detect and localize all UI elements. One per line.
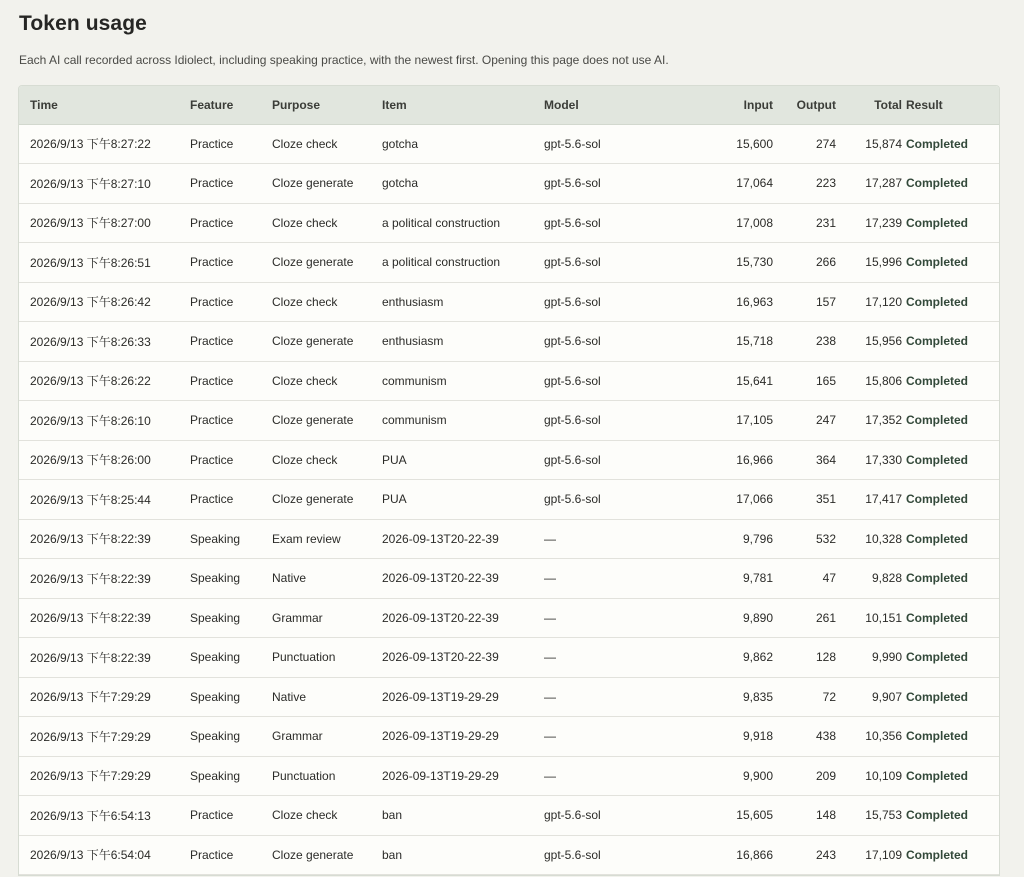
cell-item: 2026-09-13T20-22-39 (382, 519, 544, 559)
column-header-result: Result (902, 86, 999, 124)
cell-item: enthusiasm (382, 322, 544, 362)
cell-total-tokens: 9,828 (836, 559, 902, 599)
cell-input-tokens: 9,796 (664, 519, 773, 559)
cell-total-tokens: 17,120 (836, 282, 902, 322)
cell-feature: Practice (190, 282, 272, 322)
table-body (19, 124, 999, 875)
page-title: Token usage (19, 12, 147, 35)
cell-input-tokens: 9,900 (664, 756, 773, 796)
cell-model: gpt-5.6-sol (544, 835, 664, 875)
cell-total-tokens: 15,753 (836, 796, 902, 836)
cell-total-tokens: 9,990 (836, 638, 902, 678)
cell-result-status: Completed (902, 401, 999, 441)
cell-total-tokens: 17,239 (836, 203, 902, 243)
cell-purpose: Grammar (272, 598, 382, 638)
cell-item: ban (382, 796, 544, 836)
cell-purpose: Cloze check (272, 282, 382, 322)
cell-model: gpt-5.6-sol (544, 164, 664, 204)
cell-input-tokens: 15,641 (664, 361, 773, 401)
cell-result-status: Completed (902, 796, 999, 836)
column-header-feature: Feature (190, 86, 272, 124)
cell-input-tokens: 17,066 (664, 480, 773, 520)
cell-total-tokens: 17,417 (836, 480, 902, 520)
cell-time: 2026/9/13 下午7:29:29 (19, 677, 190, 717)
cell-output-tokens: 165 (773, 361, 836, 401)
cell-model: gpt-5.6-sol (544, 401, 664, 441)
cell-time: 2026/9/13 下午8:27:00 (19, 203, 190, 243)
cell-input-tokens: 9,835 (664, 677, 773, 717)
cell-total-tokens: 15,806 (836, 361, 902, 401)
table-row (19, 835, 999, 875)
cell-output-tokens: 266 (773, 243, 836, 283)
cell-output-tokens: 128 (773, 638, 836, 678)
column-header-input: Input (664, 86, 773, 124)
cell-purpose: Cloze generate (272, 480, 382, 520)
cell-input-tokens: 15,600 (664, 124, 773, 164)
table-row (19, 440, 999, 480)
cell-time: 2026/9/13 下午8:26:22 (19, 361, 190, 401)
cell-item: a political construction (382, 203, 544, 243)
cell-item: enthusiasm (382, 282, 544, 322)
cell-input-tokens: 17,008 (664, 203, 773, 243)
cell-total-tokens: 17,109 (836, 835, 902, 875)
cell-input-tokens: 17,105 (664, 401, 773, 441)
cell-total-tokens: 10,356 (836, 717, 902, 757)
cell-model: — (544, 598, 664, 638)
cell-item: 2026-09-13T19-29-29 (382, 717, 544, 757)
cell-input-tokens: 9,890 (664, 598, 773, 638)
cell-output-tokens: 157 (773, 282, 836, 322)
cell-purpose: Cloze check (272, 796, 382, 836)
cell-purpose: Punctuation (272, 638, 382, 678)
cell-input-tokens: 15,605 (664, 796, 773, 836)
cell-input-tokens: 9,781 (664, 559, 773, 599)
cell-model: gpt-5.6-sol (544, 124, 664, 164)
cell-model: gpt-5.6-sol (544, 796, 664, 836)
cell-feature: Practice (190, 440, 272, 480)
cell-time: 2026/9/13 下午8:26:00 (19, 440, 190, 480)
cell-purpose: Native (272, 677, 382, 717)
table-row (19, 598, 999, 638)
cell-input-tokens: 16,866 (664, 835, 773, 875)
cell-purpose: Cloze generate (272, 322, 382, 362)
cell-purpose: Cloze generate (272, 243, 382, 283)
cell-result-status: Completed (902, 440, 999, 480)
table-row (19, 124, 999, 164)
cell-time: 2026/9/13 下午8:26:51 (19, 243, 190, 283)
cell-item: a political construction (382, 243, 544, 283)
cell-total-tokens: 17,330 (836, 440, 902, 480)
cell-result-status: Completed (902, 717, 999, 757)
cell-model: — (544, 717, 664, 757)
column-header-output: Output (773, 86, 836, 124)
cell-total-tokens: 9,907 (836, 677, 902, 717)
cell-purpose: Cloze generate (272, 835, 382, 875)
cell-item: 2026-09-13T20-22-39 (382, 638, 544, 678)
cell-time: 2026/9/13 下午6:54:13 (19, 796, 190, 836)
cell-total-tokens: 17,287 (836, 164, 902, 204)
cell-time: 2026/9/13 下午8:26:33 (19, 322, 190, 362)
cell-purpose: Cloze generate (272, 164, 382, 204)
cell-purpose: Punctuation (272, 756, 382, 796)
cell-output-tokens: 148 (773, 796, 836, 836)
cell-purpose: Native (272, 559, 382, 599)
cell-result-status: Completed (902, 164, 999, 204)
cell-item: 2026-09-13T20-22-39 (382, 559, 544, 599)
cell-model: — (544, 519, 664, 559)
cell-result-status: Completed (902, 598, 999, 638)
cell-item: 2026-09-13T19-29-29 (382, 677, 544, 717)
cell-model: — (544, 756, 664, 796)
cell-total-tokens: 15,874 (836, 124, 902, 164)
cell-model: gpt-5.6-sol (544, 361, 664, 401)
cell-total-tokens: 10,328 (836, 519, 902, 559)
cell-model: — (544, 559, 664, 599)
cell-feature: Speaking (190, 559, 272, 599)
cell-time: 2026/9/13 下午7:29:29 (19, 717, 190, 757)
cell-input-tokens: 16,963 (664, 282, 773, 322)
cell-output-tokens: 47 (773, 559, 836, 599)
cell-purpose: Cloze check (272, 361, 382, 401)
table-header (19, 86, 999, 124)
cell-model: — (544, 677, 664, 717)
cell-result-status: Completed (902, 559, 999, 599)
table-row (19, 519, 999, 559)
cell-output-tokens: 364 (773, 440, 836, 480)
cell-output-tokens: 274 (773, 124, 836, 164)
column-header-purpose: Purpose (272, 86, 382, 124)
table-row (19, 322, 999, 362)
table-row (19, 164, 999, 204)
cell-time: 2026/9/13 下午8:22:39 (19, 598, 190, 638)
cell-purpose: Cloze check (272, 124, 382, 164)
cell-time: 2026/9/13 下午8:22:39 (19, 519, 190, 559)
table-row (19, 638, 999, 678)
table-row (19, 559, 999, 599)
table-row (19, 401, 999, 441)
cell-output-tokens: 72 (773, 677, 836, 717)
cell-time: 2026/9/13 下午6:54:04 (19, 835, 190, 875)
cell-purpose: Cloze generate (272, 401, 382, 441)
cell-model: gpt-5.6-sol (544, 203, 664, 243)
cell-model: gpt-5.6-sol (544, 282, 664, 322)
cell-input-tokens: 9,918 (664, 717, 773, 757)
cell-feature: Practice (190, 322, 272, 362)
usage-table (19, 86, 999, 875)
cell-feature: Practice (190, 164, 272, 204)
cell-input-tokens: 9,862 (664, 638, 773, 678)
cell-model: gpt-5.6-sol (544, 243, 664, 283)
cell-item: communism (382, 401, 544, 441)
cell-time: 2026/9/13 下午8:25:44 (19, 480, 190, 520)
cell-item: gotcha (382, 124, 544, 164)
table-row (19, 282, 999, 322)
table-row (19, 243, 999, 283)
cell-total-tokens: 17,352 (836, 401, 902, 441)
cell-purpose: Grammar (272, 717, 382, 757)
cell-output-tokens: 243 (773, 835, 836, 875)
cell-feature: Practice (190, 124, 272, 164)
cell-time: 2026/9/13 下午8:27:22 (19, 124, 190, 164)
cell-output-tokens: 238 (773, 322, 836, 362)
cell-item: PUA (382, 440, 544, 480)
cell-feature: Speaking (190, 638, 272, 678)
cell-feature: Practice (190, 480, 272, 520)
cell-output-tokens: 351 (773, 480, 836, 520)
cell-purpose: Cloze check (272, 440, 382, 480)
cell-result-status: Completed (902, 519, 999, 559)
table-row (19, 756, 999, 796)
cell-output-tokens: 231 (773, 203, 836, 243)
cell-model: gpt-5.6-sol (544, 440, 664, 480)
cell-item: communism (382, 361, 544, 401)
cell-purpose: Exam review (272, 519, 382, 559)
cell-time: 2026/9/13 下午7:29:29 (19, 756, 190, 796)
page-description: Each AI call recorded across Idiolect, including speaking practice, with the newest first. Opening this page does not use AI. (19, 53, 669, 67)
cell-feature: Speaking (190, 598, 272, 638)
cell-input-tokens: 15,718 (664, 322, 773, 362)
cell-feature: Speaking (190, 756, 272, 796)
cell-item: 2026-09-13T19-29-29 (382, 756, 544, 796)
cell-result-status: Completed (902, 638, 999, 678)
column-header-total: Total (836, 86, 902, 124)
cell-output-tokens: 223 (773, 164, 836, 204)
cell-result-status: Completed (902, 756, 999, 796)
cell-input-tokens: 17,064 (664, 164, 773, 204)
cell-feature: Practice (190, 243, 272, 283)
cell-total-tokens: 10,151 (836, 598, 902, 638)
cell-feature: Practice (190, 401, 272, 441)
usage-table-container (18, 85, 1000, 876)
cell-result-status: Completed (902, 677, 999, 717)
cell-input-tokens: 15,730 (664, 243, 773, 283)
cell-result-status: Completed (902, 322, 999, 362)
cell-time: 2026/9/13 下午8:22:39 (19, 559, 190, 599)
cell-item: 2026-09-13T20-22-39 (382, 598, 544, 638)
cell-time: 2026/9/13 下午8:22:39 (19, 638, 190, 678)
cell-model: — (544, 638, 664, 678)
cell-time: 2026/9/13 下午8:26:10 (19, 401, 190, 441)
cell-purpose: Cloze check (272, 203, 382, 243)
column-header-item: Item (382, 86, 544, 124)
cell-total-tokens: 15,956 (836, 322, 902, 362)
cell-result-status: Completed (902, 203, 999, 243)
cell-output-tokens: 532 (773, 519, 836, 559)
cell-result-status: Completed (902, 243, 999, 283)
table-row (19, 361, 999, 401)
cell-output-tokens: 247 (773, 401, 836, 441)
cell-model: gpt-5.6-sol (544, 322, 664, 362)
cell-feature: Practice (190, 203, 272, 243)
cell-result-status: Completed (902, 480, 999, 520)
cell-time: 2026/9/13 下午8:27:10 (19, 164, 190, 204)
cell-result-status: Completed (902, 361, 999, 401)
cell-feature: Practice (190, 835, 272, 875)
table-row (19, 480, 999, 520)
cell-total-tokens: 15,996 (836, 243, 902, 283)
cell-item: ban (382, 835, 544, 875)
cell-feature: Practice (190, 796, 272, 836)
table-row (19, 677, 999, 717)
column-header-time: Time (19, 86, 190, 124)
cell-result-status: Completed (902, 124, 999, 164)
cell-output-tokens: 209 (773, 756, 836, 796)
cell-feature: Practice (190, 361, 272, 401)
cell-feature: Speaking (190, 677, 272, 717)
cell-result-status: Completed (902, 282, 999, 322)
column-header-model: Model (544, 86, 664, 124)
table-row (19, 203, 999, 243)
cell-item: gotcha (382, 164, 544, 204)
cell-item: PUA (382, 480, 544, 520)
cell-output-tokens: 438 (773, 717, 836, 757)
cell-time: 2026/9/13 下午8:26:42 (19, 282, 190, 322)
cell-feature: Speaking (190, 519, 272, 559)
cell-input-tokens: 16,966 (664, 440, 773, 480)
table-row (19, 796, 999, 836)
cell-result-status: Completed (902, 835, 999, 875)
table-header-row (19, 86, 999, 124)
cell-total-tokens: 10,109 (836, 756, 902, 796)
cell-model: gpt-5.6-sol (544, 480, 664, 520)
cell-feature: Speaking (190, 717, 272, 757)
cell-output-tokens: 261 (773, 598, 836, 638)
table-row (19, 717, 999, 757)
